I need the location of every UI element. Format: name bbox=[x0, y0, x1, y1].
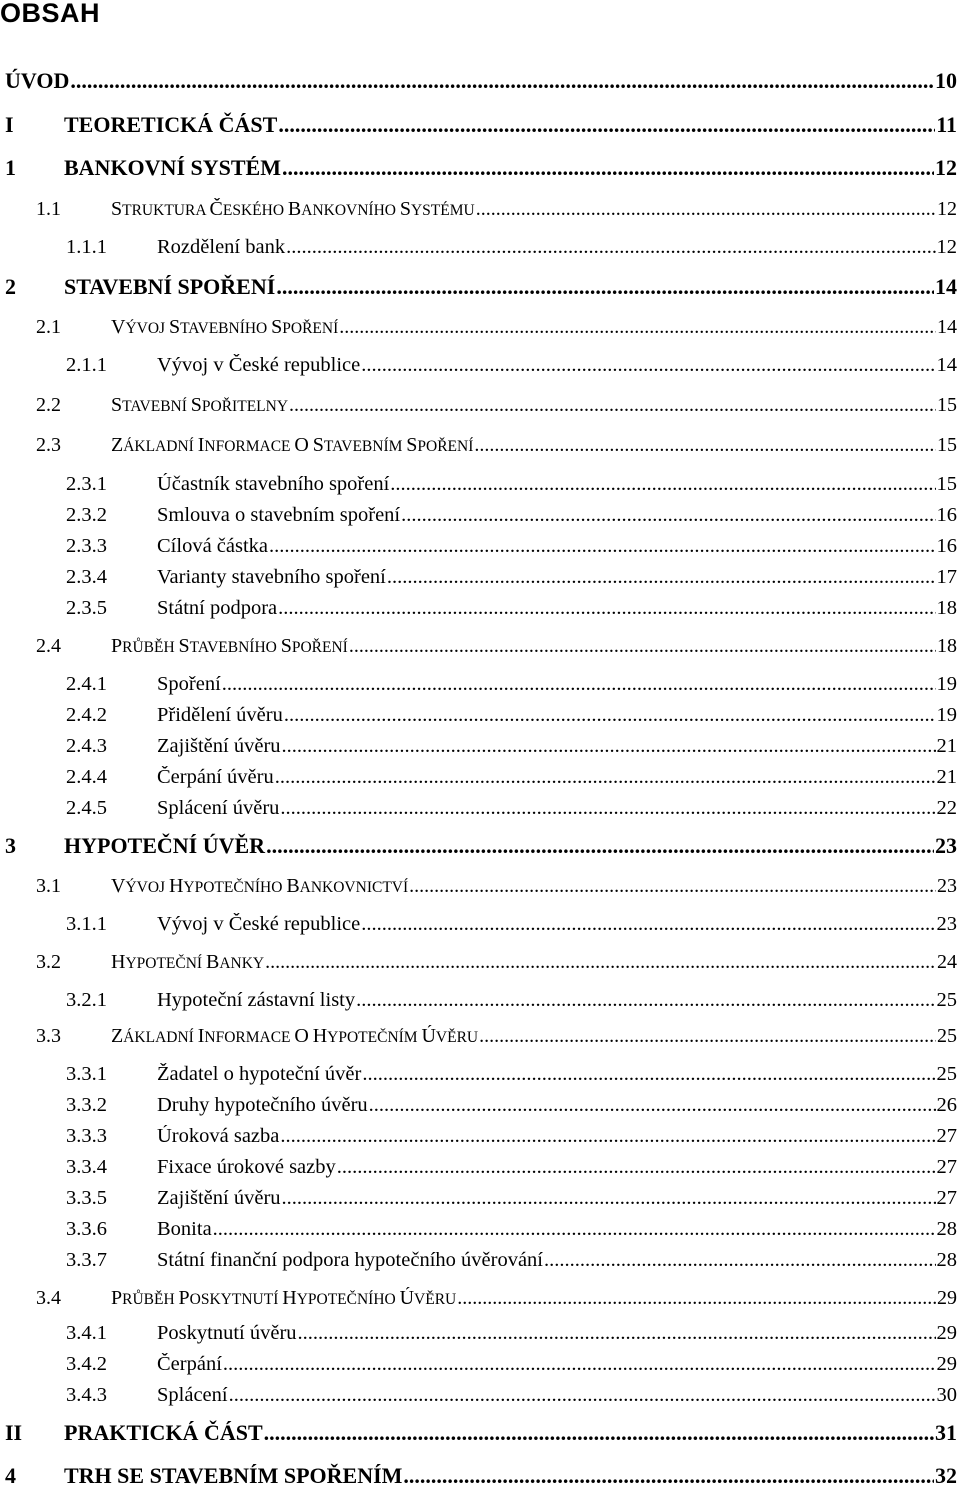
toc-entry-page: 10 bbox=[935, 68, 957, 93]
toc-entry-page: 31 bbox=[935, 1420, 957, 1445]
dot-leader bbox=[282, 155, 934, 181]
toc-entry[interactable] bbox=[36, 394, 957, 422]
toc-entry-page: 24 bbox=[937, 951, 957, 973]
toc-entry-page: 27 bbox=[936, 1156, 957, 1178]
toc-entry-label: Cílová částka bbox=[157, 535, 269, 557]
toc-entry[interactable] bbox=[66, 1125, 957, 1153]
toc-entry-label: Rozdělení bank bbox=[157, 236, 286, 258]
toc-entry[interactable] bbox=[66, 913, 957, 941]
dot-leader bbox=[409, 875, 936, 898]
toc-entry-label: Fixace úrokové sazby bbox=[157, 1156, 336, 1178]
toc-entry[interactable] bbox=[5, 1463, 957, 1491]
toc-entry-page: 21 bbox=[936, 735, 957, 757]
toc-entry[interactable] bbox=[5, 155, 957, 183]
toc-entry-number: 2.4.3 bbox=[66, 735, 107, 757]
toc-entry-number: 2.4.5 bbox=[66, 797, 107, 819]
toc-entry[interactable] bbox=[66, 504, 957, 532]
toc-entry-number: 3.3.6 bbox=[66, 1218, 107, 1240]
dot-leader bbox=[479, 1025, 936, 1048]
toc-entry-page: 16 bbox=[936, 535, 957, 557]
toc-entry-page: 15 bbox=[937, 434, 957, 456]
toc-entry[interactable] bbox=[36, 198, 957, 226]
toc-entry[interactable] bbox=[66, 1063, 957, 1091]
toc-entry[interactable] bbox=[66, 1094, 957, 1122]
toc-entry-number: 3.3.5 bbox=[66, 1187, 107, 1209]
dot-leader bbox=[403, 1463, 934, 1489]
toc-entry-label: Hypoteční zástavní listy bbox=[157, 989, 356, 1011]
toc-entry[interactable] bbox=[66, 1218, 957, 1246]
dot-leader bbox=[387, 566, 936, 589]
toc-entry[interactable] bbox=[36, 1025, 957, 1053]
toc-entry-number: I bbox=[5, 112, 14, 137]
toc-entry[interactable] bbox=[66, 1384, 957, 1412]
toc-entry-number: 2.3 bbox=[36, 434, 61, 456]
toc-entry[interactable] bbox=[36, 1287, 957, 1315]
toc-entry-page: 28 bbox=[936, 1249, 957, 1271]
toc-entry-label: Zajištění úvěru bbox=[157, 735, 281, 757]
dot-leader bbox=[401, 504, 935, 527]
dot-leader bbox=[544, 1249, 936, 1272]
toc-entry-label: Účastník stavebního spoření bbox=[157, 473, 390, 495]
toc-entry[interactable] bbox=[66, 1249, 957, 1277]
toc-entry[interactable] bbox=[36, 951, 957, 979]
toc-entry-page: 14 bbox=[935, 274, 957, 299]
toc-entry-label: Přidělení úvěru bbox=[157, 704, 283, 726]
dot-leader bbox=[476, 198, 936, 221]
toc-entry[interactable] bbox=[5, 1420, 957, 1448]
toc-entry-label: PRAKTICKÁ ČÁST bbox=[64, 1420, 263, 1445]
toc-entry-page: 22 bbox=[936, 797, 957, 819]
toc-entry-label: Vývoj v České republice bbox=[157, 913, 361, 935]
toc-entry-label: PRŮBĚH POSKYTNUTÍ HYPOTEČNÍHO ÚVĚRU bbox=[111, 1287, 457, 1309]
toc-entry-label: Žadatel o hypoteční úvěr bbox=[157, 1063, 362, 1085]
dot-leader bbox=[280, 797, 935, 820]
toc-entry[interactable] bbox=[5, 274, 957, 302]
toc-entry[interactable] bbox=[5, 112, 957, 140]
toc-entry-label: ZÁKLADNÍ INFORMACE O HYPOTEČNÍM ÚVĚRU bbox=[111, 1025, 479, 1047]
dot-leader bbox=[282, 735, 936, 758]
toc-entry-number: 2.3.3 bbox=[66, 535, 107, 557]
toc-entry-page: 25 bbox=[937, 1025, 957, 1047]
toc-entry-page: 29 bbox=[936, 1322, 957, 1344]
toc-entry[interactable] bbox=[36, 635, 957, 663]
toc-entry-label: STAVEBNÍ SPOŘITELNY bbox=[111, 394, 289, 416]
toc-entry[interactable] bbox=[66, 473, 957, 501]
toc-entry-page: 23 bbox=[936, 913, 957, 935]
dot-leader bbox=[282, 1187, 936, 1210]
dot-leader bbox=[474, 434, 936, 457]
toc-entry-label: ZÁKLADNÍ INFORMACE O STAVEBNÍM SPOŘENÍ bbox=[111, 434, 474, 456]
toc-entry-label: Varianty stavebního spoření bbox=[157, 566, 386, 588]
toc-entry-page: 15 bbox=[936, 473, 957, 495]
toc-entry-number: 3.3.7 bbox=[66, 1249, 107, 1271]
toc-entry[interactable] bbox=[36, 434, 957, 462]
dot-leader bbox=[361, 354, 935, 377]
toc-entry[interactable] bbox=[36, 875, 957, 903]
toc-entry-page: 12 bbox=[935, 155, 957, 180]
toc-entry-label: Smlouva o stavebním spoření bbox=[157, 504, 401, 526]
toc-entry[interactable] bbox=[66, 597, 957, 625]
toc-entry-label: VÝVOJ HYPOTEČNÍHO BANKOVNICTVÍ bbox=[111, 875, 409, 897]
toc-entry-label: Druhy hypotečního úvěru bbox=[157, 1094, 368, 1116]
toc-entry[interactable] bbox=[66, 1353, 957, 1381]
dot-leader bbox=[362, 1063, 935, 1086]
toc-entry-number: 2.4.2 bbox=[66, 704, 107, 726]
dot-leader bbox=[276, 274, 934, 300]
toc-entry-label: Splácení úvěru bbox=[157, 797, 280, 819]
toc-entry[interactable] bbox=[66, 989, 957, 1017]
toc-entry-number: 3.3.1 bbox=[66, 1063, 107, 1085]
page-title: OBSAH bbox=[0, 0, 101, 28]
toc-entry-number: 3.2.1 bbox=[66, 989, 107, 1011]
dot-leader bbox=[213, 1218, 936, 1241]
dot-leader bbox=[356, 989, 935, 1012]
toc-entry-label: ÚVOD bbox=[5, 68, 70, 93]
toc-entry[interactable] bbox=[36, 316, 957, 344]
toc-entry-number: 1 bbox=[5, 155, 16, 180]
toc-entry-number: 2.2 bbox=[36, 394, 61, 416]
toc-entry-label: STAVEBNÍ SPOŘENÍ bbox=[64, 274, 276, 299]
toc-entry-number: 1.1 bbox=[36, 198, 61, 220]
toc-entry-page: 23 bbox=[935, 833, 957, 858]
toc-entry-label: Poskytnutí úvěru bbox=[157, 1322, 297, 1344]
toc-entry-number: 2.3.4 bbox=[66, 566, 107, 588]
dot-leader bbox=[339, 316, 936, 339]
toc-entry-page: 16 bbox=[936, 504, 957, 526]
toc-entry-number: 2.4 bbox=[36, 635, 61, 657]
toc-entry-label: BANKOVNÍ SYSTÉM bbox=[64, 155, 281, 180]
dot-leader bbox=[266, 833, 934, 859]
toc-entry[interactable] bbox=[66, 1156, 957, 1184]
toc-entry-number: 1.1.1 bbox=[66, 236, 107, 258]
toc-entry-label: TEORETICKÁ ČÁST bbox=[64, 112, 278, 137]
toc-entry-number: II bbox=[5, 1420, 23, 1445]
toc-entry-page: 14 bbox=[937, 316, 957, 338]
toc-entry-page: 25 bbox=[936, 1063, 957, 1085]
dot-leader bbox=[284, 704, 936, 727]
toc-entry[interactable] bbox=[66, 704, 957, 732]
toc-entry-page: 30 bbox=[936, 1384, 957, 1406]
toc-entry-label: Zajištění úvěru bbox=[157, 1187, 281, 1209]
toc-entry-number: 4 bbox=[5, 1463, 16, 1488]
toc-entry-page: 29 bbox=[937, 1287, 957, 1309]
toc-entry-number: 3.4.2 bbox=[66, 1353, 107, 1375]
toc-entry-label: Vývoj v České republice bbox=[157, 354, 361, 376]
toc-entry-page: 32 bbox=[935, 1463, 957, 1488]
toc-entry-label: Spoření bbox=[157, 673, 221, 695]
toc-entry[interactable] bbox=[66, 766, 957, 794]
toc-entry[interactable] bbox=[66, 236, 957, 264]
toc-entry-page: 18 bbox=[937, 635, 957, 657]
toc-entry[interactable] bbox=[66, 735, 957, 763]
toc-entry-label: Splácení bbox=[157, 1384, 228, 1406]
toc-entry-number: 2 bbox=[5, 274, 16, 299]
dot-leader bbox=[457, 1287, 936, 1310]
toc-entry-number: 2.3.1 bbox=[66, 473, 107, 495]
dot-leader bbox=[349, 635, 936, 658]
toc-entry-label: Čerpání úvěru bbox=[157, 766, 274, 788]
toc-entry-number: 3.2 bbox=[36, 951, 61, 973]
dot-leader bbox=[275, 766, 936, 789]
dot-leader bbox=[298, 1322, 936, 1345]
toc-entry-page: 12 bbox=[937, 198, 957, 220]
dot-leader bbox=[361, 913, 935, 936]
dot-leader bbox=[222, 673, 936, 696]
dot-leader bbox=[369, 1094, 936, 1117]
toc-entry-number: 2.4.4 bbox=[66, 766, 107, 788]
toc-entry[interactable] bbox=[5, 68, 957, 96]
toc-entry-number: 2.4.1 bbox=[66, 673, 107, 695]
toc-entry-number: 3 bbox=[5, 833, 16, 858]
toc-entry-page: 29 bbox=[936, 1353, 957, 1375]
toc-entry-page: 28 bbox=[936, 1218, 957, 1240]
toc-entry-label: Úroková sazba bbox=[157, 1125, 280, 1147]
toc-entry-label: Státní podpora bbox=[157, 597, 278, 619]
toc-entry-number: 2.3.2 bbox=[66, 504, 107, 526]
toc-entry[interactable] bbox=[66, 797, 957, 825]
toc-entry[interactable] bbox=[66, 535, 957, 563]
toc-entry[interactable] bbox=[5, 833, 957, 861]
dot-leader bbox=[278, 112, 935, 138]
toc-entry-page: 27 bbox=[936, 1187, 957, 1209]
toc-entry-page: 19 bbox=[936, 673, 957, 695]
toc-entry-number: 3.3.4 bbox=[66, 1156, 107, 1178]
dot-leader bbox=[264, 1420, 934, 1446]
toc-entry[interactable] bbox=[66, 354, 957, 382]
toc-entry-number: 3.3.2 bbox=[66, 1094, 107, 1116]
toc-entry-label: Státní finanční podpora hypotečního úvěrování bbox=[157, 1249, 543, 1271]
toc-entry-number: 3.3 bbox=[36, 1025, 61, 1047]
toc-entry-page: 21 bbox=[936, 766, 957, 788]
toc-entry-number: 2.3.5 bbox=[66, 597, 107, 619]
dot-leader bbox=[286, 236, 935, 259]
toc-entry-number: 3.1.1 bbox=[66, 913, 107, 935]
dot-leader bbox=[269, 535, 935, 558]
toc-entry-number: 3.4 bbox=[36, 1287, 61, 1309]
toc-entry-page: 18 bbox=[936, 597, 957, 619]
toc-entry-page: 23 bbox=[937, 875, 957, 897]
toc-entry[interactable] bbox=[66, 566, 957, 594]
dot-leader bbox=[390, 473, 935, 496]
dot-leader bbox=[289, 394, 936, 417]
toc-entry-page: 11 bbox=[936, 112, 957, 137]
toc-entry-label: HYPOTEČNÍ ÚVĚR bbox=[64, 833, 266, 858]
dot-leader bbox=[70, 68, 934, 94]
toc-entry-number: 3.4.3 bbox=[66, 1384, 107, 1406]
toc-entry[interactable] bbox=[66, 673, 957, 701]
toc-entry-label: Čerpání bbox=[157, 1353, 222, 1375]
dot-leader bbox=[278, 597, 935, 620]
toc-entry-label: HYPOTEČNÍ BANKY bbox=[111, 951, 265, 973]
toc-entry-label: Bonita bbox=[157, 1218, 212, 1240]
toc-entry-label: STRUKTURA ČESKÉHO BANKOVNÍHO SYSTÉMU bbox=[111, 198, 475, 220]
toc-entry[interactable] bbox=[66, 1187, 957, 1215]
toc-entry-label: PRŮBĚH STAVEBNÍHO SPOŘENÍ bbox=[111, 635, 348, 657]
toc-entry-number: 3.1 bbox=[36, 875, 61, 897]
toc-entry-page: 12 bbox=[936, 236, 957, 258]
toc-entry-page: 25 bbox=[936, 989, 957, 1011]
toc-entry-label: TRH SE STAVEBNÍM SPOŘENÍM bbox=[64, 1463, 403, 1488]
dot-leader bbox=[280, 1125, 935, 1148]
toc-entry-page: 19 bbox=[936, 704, 957, 726]
toc-entry-number: 2.1 bbox=[36, 316, 61, 338]
dot-leader bbox=[337, 1156, 936, 1179]
toc-entry[interactable] bbox=[66, 1322, 957, 1350]
toc-entry-page: 27 bbox=[936, 1125, 957, 1147]
toc-entry-page: 15 bbox=[937, 394, 957, 416]
toc-entry-number: 3.4.1 bbox=[66, 1322, 107, 1344]
dot-leader bbox=[223, 1353, 936, 1376]
dot-leader bbox=[265, 951, 936, 974]
toc-entry-label: VÝVOJ STAVEBNÍHO SPOŘENÍ bbox=[111, 316, 339, 338]
toc-entry-number: 3.3.3 bbox=[66, 1125, 107, 1147]
dot-leader bbox=[229, 1384, 936, 1407]
toc-entry-page: 26 bbox=[936, 1094, 957, 1116]
toc-entry-page: 17 bbox=[936, 566, 957, 588]
toc-entry-number: 2.1.1 bbox=[66, 354, 107, 376]
toc-entry-page: 14 bbox=[936, 354, 957, 376]
